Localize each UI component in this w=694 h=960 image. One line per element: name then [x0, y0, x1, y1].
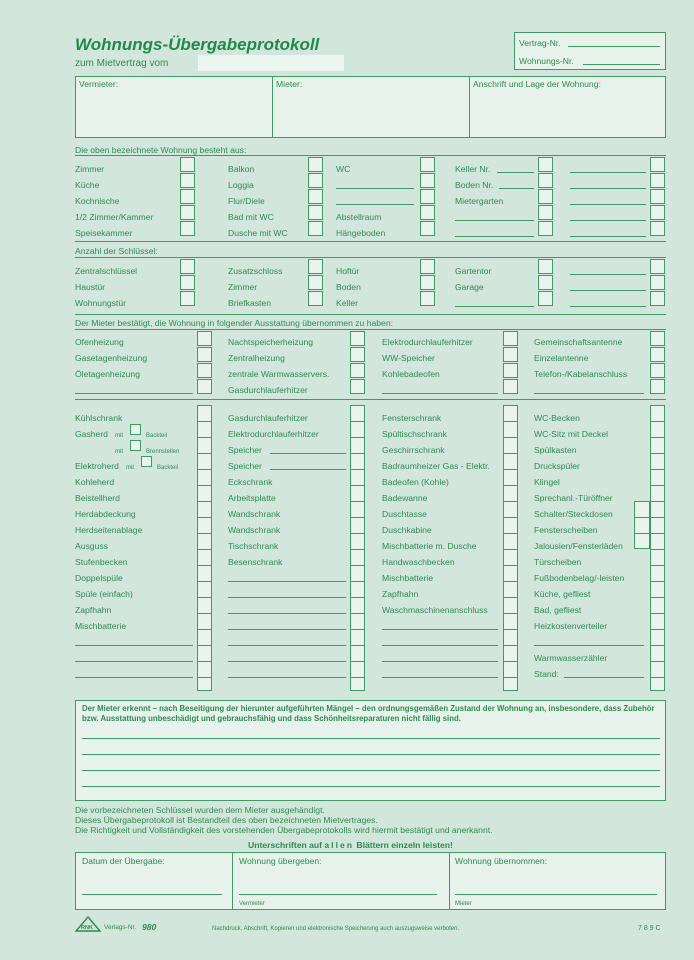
- checkbox[interactable]: [308, 259, 323, 274]
- item-label: Arbeitsplatte: [228, 493, 276, 503]
- checkbox[interactable]: [503, 347, 518, 362]
- checkbox[interactable]: [420, 157, 435, 172]
- item-label: Wandschrank: [228, 525, 281, 535]
- defects-line[interactable]: [82, 786, 660, 787]
- brennstellen-mit-label: mit: [115, 449, 123, 455]
- mieter-field[interactable]: [274, 92, 467, 136]
- checkbox[interactable]: [650, 275, 665, 290]
- mieter-label: Mieter:: [276, 79, 303, 89]
- verlag-number: 980: [142, 922, 157, 932]
- item-label: Stand:: [534, 669, 559, 679]
- vermieter-sign-label: Vermieter: [239, 901, 265, 907]
- checkbox[interactable]: [180, 275, 195, 290]
- checkbox[interactable]: [420, 205, 435, 220]
- checkbox[interactable]: [538, 157, 553, 172]
- footer-text: Die vorbezeichneten Schlüssel wurden dem Mieter ausgehändigt.: [75, 805, 325, 815]
- gasherd-mit-label: mit: [115, 433, 123, 439]
- checkbox[interactable]: [180, 291, 195, 306]
- key-label: Briefkasten: [228, 298, 271, 308]
- checkbox[interactable]: [650, 157, 665, 172]
- checkbox-column: [350, 405, 365, 691]
- checkbox[interactable]: [180, 189, 195, 204]
- checkbox[interactable]: [350, 331, 365, 346]
- checkbox[interactable]: [650, 379, 665, 394]
- item-label: Doppelspüle: [75, 573, 123, 583]
- elektroherd-backteil-checkbox[interactable]: [141, 456, 152, 467]
- checkbox[interactable]: [538, 221, 553, 236]
- checkbox[interactable]: [650, 205, 665, 220]
- item-label: Mischbatterie m. Dusche: [382, 541, 477, 551]
- brennstellen-checkbox[interactable]: [130, 440, 141, 451]
- item-label: Duschtasse: [382, 509, 427, 519]
- defects-line[interactable]: [82, 770, 660, 771]
- checkbox[interactable]: [538, 259, 553, 274]
- equipment-label: Gasdurchlauferhitzer: [228, 385, 308, 395]
- brennstellen-label: Brennstellen: [146, 449, 180, 455]
- item-label: Jalousien/Fensterläden: [534, 541, 623, 551]
- equipment-label: WW-Speicher: [382, 353, 435, 363]
- item-label: Besenschrank: [228, 557, 283, 567]
- room-label: WC: [336, 164, 351, 174]
- item-label: Mischbatterie: [382, 573, 434, 583]
- footer-text: Die Richtigkeit und Vollständigkeit des vorstehenden Übergabeprotokolls wird hiermit bestätigt und anerkannt.: [75, 825, 493, 835]
- item-label: Fensterschrank: [382, 413, 442, 423]
- item-label: Gasdurchlauferhitzer: [228, 413, 308, 423]
- equipment-label: Einzelantenne: [534, 353, 589, 363]
- key-label: Hoftür: [336, 266, 360, 276]
- key-label: Garage: [455, 282, 484, 292]
- verlag-label: Verlags-Nr.: [104, 924, 137, 931]
- item-label: Tischschrank: [228, 541, 279, 551]
- item-label: Druckspüler: [534, 461, 580, 471]
- equipment-label: Ofenheizung: [75, 337, 124, 347]
- room-label: Flur/Diele: [228, 196, 265, 206]
- checkbox-column-extra: [634, 501, 650, 549]
- datum-field[interactable]: [82, 894, 222, 895]
- checkbox[interactable]: [538, 205, 553, 220]
- defects-line[interactable]: [82, 754, 660, 755]
- defects-line[interactable]: [82, 738, 660, 739]
- checkbox[interactable]: [503, 379, 518, 394]
- checkbox[interactable]: [420, 259, 435, 274]
- rooms-heading: Die oben bezeichnete Wohnung besteht aus:: [75, 145, 247, 155]
- item-label: Heizkostenverteiler: [534, 621, 608, 631]
- item-label: Eckschrank: [228, 477, 273, 487]
- checkbox[interactable]: [308, 205, 323, 220]
- item-label: Türscheiben: [534, 557, 582, 567]
- wohnungs-nr-field[interactable]: [583, 64, 660, 65]
- anschrift-field[interactable]: [471, 92, 664, 136]
- room-label: Dusche mit WC: [228, 228, 288, 238]
- item-label: Spültischschrank: [382, 429, 447, 439]
- checkbox[interactable]: [420, 189, 435, 204]
- key-label: Gartentor: [455, 266, 492, 276]
- key-label: Zimmer: [228, 282, 258, 292]
- checkbox[interactable]: [650, 347, 665, 362]
- item-label: Badraumheizer Gas - Elektr.: [382, 461, 490, 471]
- checkbox[interactable]: [308, 189, 323, 204]
- item-label: Mischbatterie: [75, 621, 127, 631]
- room-label: Abstellraum: [336, 212, 382, 222]
- equipment-heading: Der Mieter bestätigt, die Wohnung in folgender Ausstattung übernommen zu haben:: [75, 318, 394, 328]
- item-label: Sprechanl.-Türöffner: [534, 493, 613, 503]
- checkbox[interactable]: [650, 291, 665, 306]
- backteil-label: Backteil: [146, 433, 168, 439]
- checkbox[interactable]: [420, 221, 435, 236]
- checkbox[interactable]: [350, 347, 365, 362]
- checkbox[interactable]: [308, 291, 323, 306]
- equipment-label: Kohlebadeofen: [382, 369, 440, 379]
- item-label: Waschmaschinenanschluss: [382, 605, 488, 615]
- checkbox[interactable]: [538, 173, 553, 188]
- item-label: Beistellherd: [75, 493, 120, 503]
- checkbox-column: [197, 405, 212, 691]
- room-label: Hängeboden: [336, 228, 386, 238]
- checkbox[interactable]: [538, 275, 553, 290]
- item-label: Handwaschbecken: [382, 557, 455, 567]
- checkbox[interactable]: [420, 275, 435, 290]
- item-label: Stufenbecken: [75, 557, 128, 567]
- checkbox[interactable]: [197, 363, 212, 378]
- equipment-label: Gemeinschaftsantenne: [534, 337, 623, 347]
- room-label: Balkon: [228, 164, 255, 174]
- elektroherd-backteil-label: Backteil: [157, 465, 179, 471]
- item-label: Elektroherd: [75, 461, 119, 471]
- form-title: Wohnungs-Übergabeprotokoll: [75, 35, 320, 54]
- equipment-label: Nachtspeicherheizung: [228, 337, 314, 347]
- room-label: Loggia: [228, 180, 254, 190]
- uebergeben-label: Wohnung übergeben:: [239, 856, 322, 866]
- room-label: 1/2 Zimmer/Kammer: [75, 212, 154, 222]
- item-label: Gasherd: [75, 429, 108, 439]
- vermieter-field[interactable]: [77, 92, 270, 136]
- item-label: Zapfhahn: [75, 605, 112, 615]
- item-label: Klingel: [534, 477, 560, 487]
- vertrag-nr-label: Vertrag-Nr.: [519, 38, 561, 48]
- checkbox[interactable]: [308, 275, 323, 290]
- contract-date-field[interactable]: [198, 55, 344, 71]
- checkbox[interactable]: [420, 291, 435, 306]
- checkbox[interactable]: [650, 259, 665, 274]
- checkbox[interactable]: [197, 331, 212, 346]
- checkbox[interactable]: [650, 221, 665, 236]
- room-label: Zimmer: [75, 164, 105, 174]
- key-label: Zusatzschloss: [228, 266, 283, 276]
- checkbox[interactable]: [180, 221, 195, 236]
- checkbox[interactable]: [180, 173, 195, 188]
- checkbox[interactable]: [350, 379, 365, 394]
- room-label: Mietergarten: [455, 196, 504, 206]
- item-label: Geschirrschrank: [382, 445, 445, 455]
- publisher-logo: RNK: [75, 916, 101, 932]
- checkbox[interactable]: [308, 173, 323, 188]
- checkbox[interactable]: [350, 363, 365, 378]
- form-code: 7 8 9 C: [638, 925, 661, 932]
- checkbox[interactable]: [503, 331, 518, 346]
- checkbox[interactable]: [420, 173, 435, 188]
- item-label: Kohleherd: [75, 477, 115, 487]
- checkbox[interactable]: [538, 189, 553, 204]
- item-label: Badewanne: [382, 493, 428, 503]
- item-label: Herdabdeckung: [75, 509, 136, 519]
- checkbox-column: [503, 405, 518, 691]
- room-label: Speisekammer: [75, 228, 133, 238]
- item-label: Schalter/Steckdosen: [534, 509, 613, 519]
- item-label: Speicher: [228, 461, 262, 471]
- elektroherd-mit-label: mit: [126, 465, 134, 471]
- checkbox[interactable]: [180, 205, 195, 220]
- mieter-signature-field[interactable]: [455, 894, 657, 895]
- item-label: Wandschrank: [228, 509, 281, 519]
- wohnungs-nr-label: Wohnungs-Nr.: [519, 56, 574, 66]
- equipment-label: Telefon-/Kabelanschluss: [534, 369, 628, 379]
- item-label: Warmwasserzähler: [534, 653, 608, 663]
- item-label: Fensterscheiben: [534, 525, 598, 535]
- contract-date-label: zum Mietvertrag vom: [75, 58, 169, 69]
- equipment-label: Zentralheizung: [228, 353, 285, 363]
- item-label: Spülkasten: [534, 445, 577, 455]
- item-label: Spüle (einfach): [75, 589, 133, 599]
- key-label: Wohnungstür: [75, 298, 126, 308]
- checkbox[interactable]: [180, 259, 195, 274]
- vertrag-nr-field[interactable]: [568, 46, 660, 47]
- room-label: Boden Nr.: [455, 180, 494, 190]
- checkbox[interactable]: [650, 173, 665, 188]
- room-label: Keller Nr.: [455, 164, 491, 174]
- item-label: Herdseitenablage: [75, 525, 143, 535]
- mieter-sign-label: Mieter: [455, 901, 472, 907]
- defects-text: Der Mieter erkennt – nach Beseitigung der hierunter aufgeführten Mängel – den ordnungsgemäßen Zustand der Wohnung an, insbesondere, dass Zubehör bzw. Ausstattung unbeschädigt und gebrauchsfähig und dass Schönheitsreparaturen nicht fällig sind.: [82, 704, 655, 723]
- checkbox[interactable]: [308, 157, 323, 172]
- checkbox[interactable]: [197, 379, 212, 394]
- key-label: Keller: [336, 298, 358, 308]
- checkbox[interactable]: [650, 189, 665, 204]
- checkbox[interactable]: [308, 221, 323, 236]
- anschrift-label: Anschrift und Lage der Wohnung:: [473, 79, 601, 89]
- item-label: Badeofen (Kohle): [382, 477, 449, 487]
- item-label: WC-Becken: [534, 413, 580, 423]
- vermieter-signature-field[interactable]: [239, 894, 437, 895]
- key-label: Haustür: [75, 282, 106, 292]
- key-label: Zentralschlüssel: [75, 266, 138, 276]
- item-label: Duschkabine: [382, 525, 432, 535]
- key-label: Boden: [336, 282, 361, 292]
- backteil-checkbox[interactable]: [130, 424, 141, 435]
- equipment-label: Gasetagenheizung: [75, 353, 148, 363]
- equipment-label: zentrale Warmwasservers.: [228, 369, 330, 379]
- checkbox[interactable]: [650, 331, 665, 346]
- copyright-text: Nachdruck, Abschrift, Kopieren und elektronische Speicherung auch auszugsweise verboten.: [212, 926, 460, 932]
- checkbox[interactable]: [650, 363, 665, 378]
- vermieter-label: Vermieter:: [79, 79, 119, 89]
- room-label: Küche: [75, 180, 100, 190]
- uebernommen-label: Wohnung übernommen:: [455, 856, 548, 866]
- datum-label: Datum der Übergabe:: [82, 856, 165, 866]
- item-label: Bad, gefliest: [534, 605, 582, 615]
- checkbox-column: [650, 405, 665, 691]
- checkbox[interactable]: [197, 347, 212, 362]
- item-label: Elektrodurchlauferhitzer: [228, 429, 319, 439]
- item-label: Zapfhahn: [382, 589, 419, 599]
- item-label: Speicher: [228, 445, 262, 455]
- equipment-label: Öletagenheizung: [75, 369, 140, 379]
- item-label: Kühlschrank: [75, 413, 123, 423]
- item-label: Ausguss: [75, 541, 108, 551]
- item-label: Fußbodenbelag/-leisten: [534, 573, 625, 583]
- checkbox[interactable]: [180, 157, 195, 172]
- item-label: Küche, gefliest: [534, 589, 591, 599]
- equipment-label: Elektrodurchlauferhitzer: [382, 337, 473, 347]
- keys-heading: Anzahl der Schlüssel:: [75, 246, 158, 256]
- checkbox[interactable]: [538, 291, 553, 306]
- footer-text: Dieses Übergabeprotokoll ist Bestandteil des oben bezeichneten Mietvertrages.: [75, 815, 378, 825]
- signatures-heading: Unterschriften auf allen Blättern einzeln leisten!: [248, 840, 453, 850]
- room-label: Bad mit WC: [228, 212, 274, 222]
- room-label: Kochnische: [75, 196, 120, 206]
- item-label: WC-Sitz mit Deckel: [534, 429, 609, 439]
- checkbox[interactable]: [503, 363, 518, 378]
